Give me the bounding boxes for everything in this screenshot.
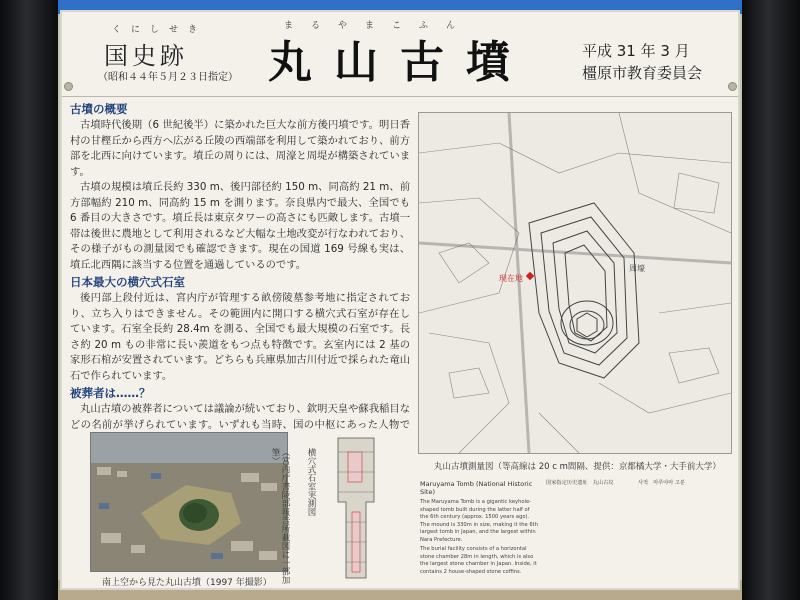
- overview-paragraph-1: 古墳時代後期（6 世紀後半）に築かれた巨大な前方後円墳です。明日香村の甘樫丘から西方へ広がる丘陵の西端部を利用して築かれており、前方部を北西に向けています。墳丘の周りには、周濠と周堤が構築されています。: [70, 119, 410, 178]
- page-title: 丸山古墳: [268, 37, 532, 88]
- chinese-description: [546, 480, 630, 488]
- title-ruby: まるやまこふん: [284, 21, 474, 31]
- section-heading-overview: 古墳の概要: [70, 102, 128, 116]
- chinese-title: 国家指定历史遗址 丸山古坟: [546, 480, 614, 486]
- current-location-label: 現在地: [499, 274, 523, 283]
- aerial-photo: [90, 432, 288, 572]
- chamber-diagram-caption: 横穴式石室実測図: [306, 448, 316, 516]
- overview-paragraph-2: 古墳の規模は墳丘長約 330 m、後円部径約 150 m、同高約 21 m、前方部幅約 210 m、同高約 15 m を測ります。奈良県内で最大、全国でも 6 番目の大きさです。墳丘長は東京タワーの高さにも匹敵します。古墳一帯は後世に農地として利用されるなど大幅な土地改変が行なわれており、その様子がもの測量図でも確認できます。現在の国道 169 号線も実は、墳丘北西隅に該当する位置を通過しているのです。: [70, 181, 410, 271]
- english-paragraph-2: The burial facility consists of a horizontal stone chamber 28m in length, which is also the largest stone chamber in Japan. Inside, it contains 2 house-shaped stone coffins.: [420, 546, 537, 575]
- designation: 国史跡: [104, 42, 188, 70]
- description-text: [70, 100, 410, 430]
- korean-description: [638, 480, 730, 488]
- aerial-photo-caption: 南上空から見た丸山古墳（1997 年撮影）: [102, 578, 272, 588]
- designation-ruby: くにしせき: [112, 25, 208, 35]
- map-label-field: 周壕: [629, 264, 645, 273]
- section-heading-stone-chamber: 日本最大の横穴式石室: [70, 275, 185, 289]
- chamber-diagram-note: （宮内庁書陵部報告所載図に一部加筆）: [270, 448, 290, 584]
- left-post: [0, 0, 58, 600]
- aerial-photo-image: [91, 433, 287, 571]
- screw: [728, 82, 737, 91]
- buried-person-paragraph: 丸山古墳の被葬者については議論が続いており、欽明天皇や蘇我稲目などの名前が挙げられています。いずれも当時、国の中枢にあった人物で: [70, 403, 410, 430]
- stone-chamber-paragraph: 後円部上段付近は、宮内庁が管理する畝傍陵墓参考地に指定されており、立ち入りはできません。その範囲内に開口する横穴式石室が存在しています。石室全長約 28.4m を測る、全国でも最大規模の石室です。長さ約 20 m もの非常に長い羨道をもつ点も特徴です。玄室内には 2 基の家形石棺が安置されています。どちらも兵庫県加古川付近で採られた竜山石で作られています。: [70, 292, 410, 382]
- survey-map: [418, 112, 732, 454]
- sign-header: [62, 12, 738, 97]
- right-post: [742, 0, 800, 600]
- korean-title: 사적 마루야마 고분: [638, 480, 685, 486]
- english-title: Maruyama Tomb (National Historic Site): [420, 480, 533, 496]
- stone-chamber-diagram: [324, 432, 388, 582]
- map-caption: 丸山古墳測量図（等高線は 20 c m間隔、提供：京都橘大学・大手前大学）: [434, 462, 721, 472]
- sign-board: [60, 10, 740, 590]
- english-description: [420, 480, 538, 576]
- screw: [64, 82, 73, 91]
- section-heading-buried-person: 被葬者は……？: [70, 386, 151, 400]
- sign-date: 平成 31 年 3 月: [582, 42, 690, 60]
- stone-chamber-drawing: [324, 432, 388, 582]
- organization: 橿原市教育委員会: [582, 64, 703, 82]
- designation-date: （昭和４４年５月２３日指定）: [98, 72, 238, 83]
- english-paragraph-1: The Maruyama Tomb is a gigantic keyhole-shaped tomb built during the latter half of the 6th century (approx. 1500 years ago). The mound is 330m in size, making it the 6th largest tomb in Japan, and the largest within Nara Prefecture.: [420, 499, 538, 543]
- survey-map-drawing: [419, 113, 731, 453]
